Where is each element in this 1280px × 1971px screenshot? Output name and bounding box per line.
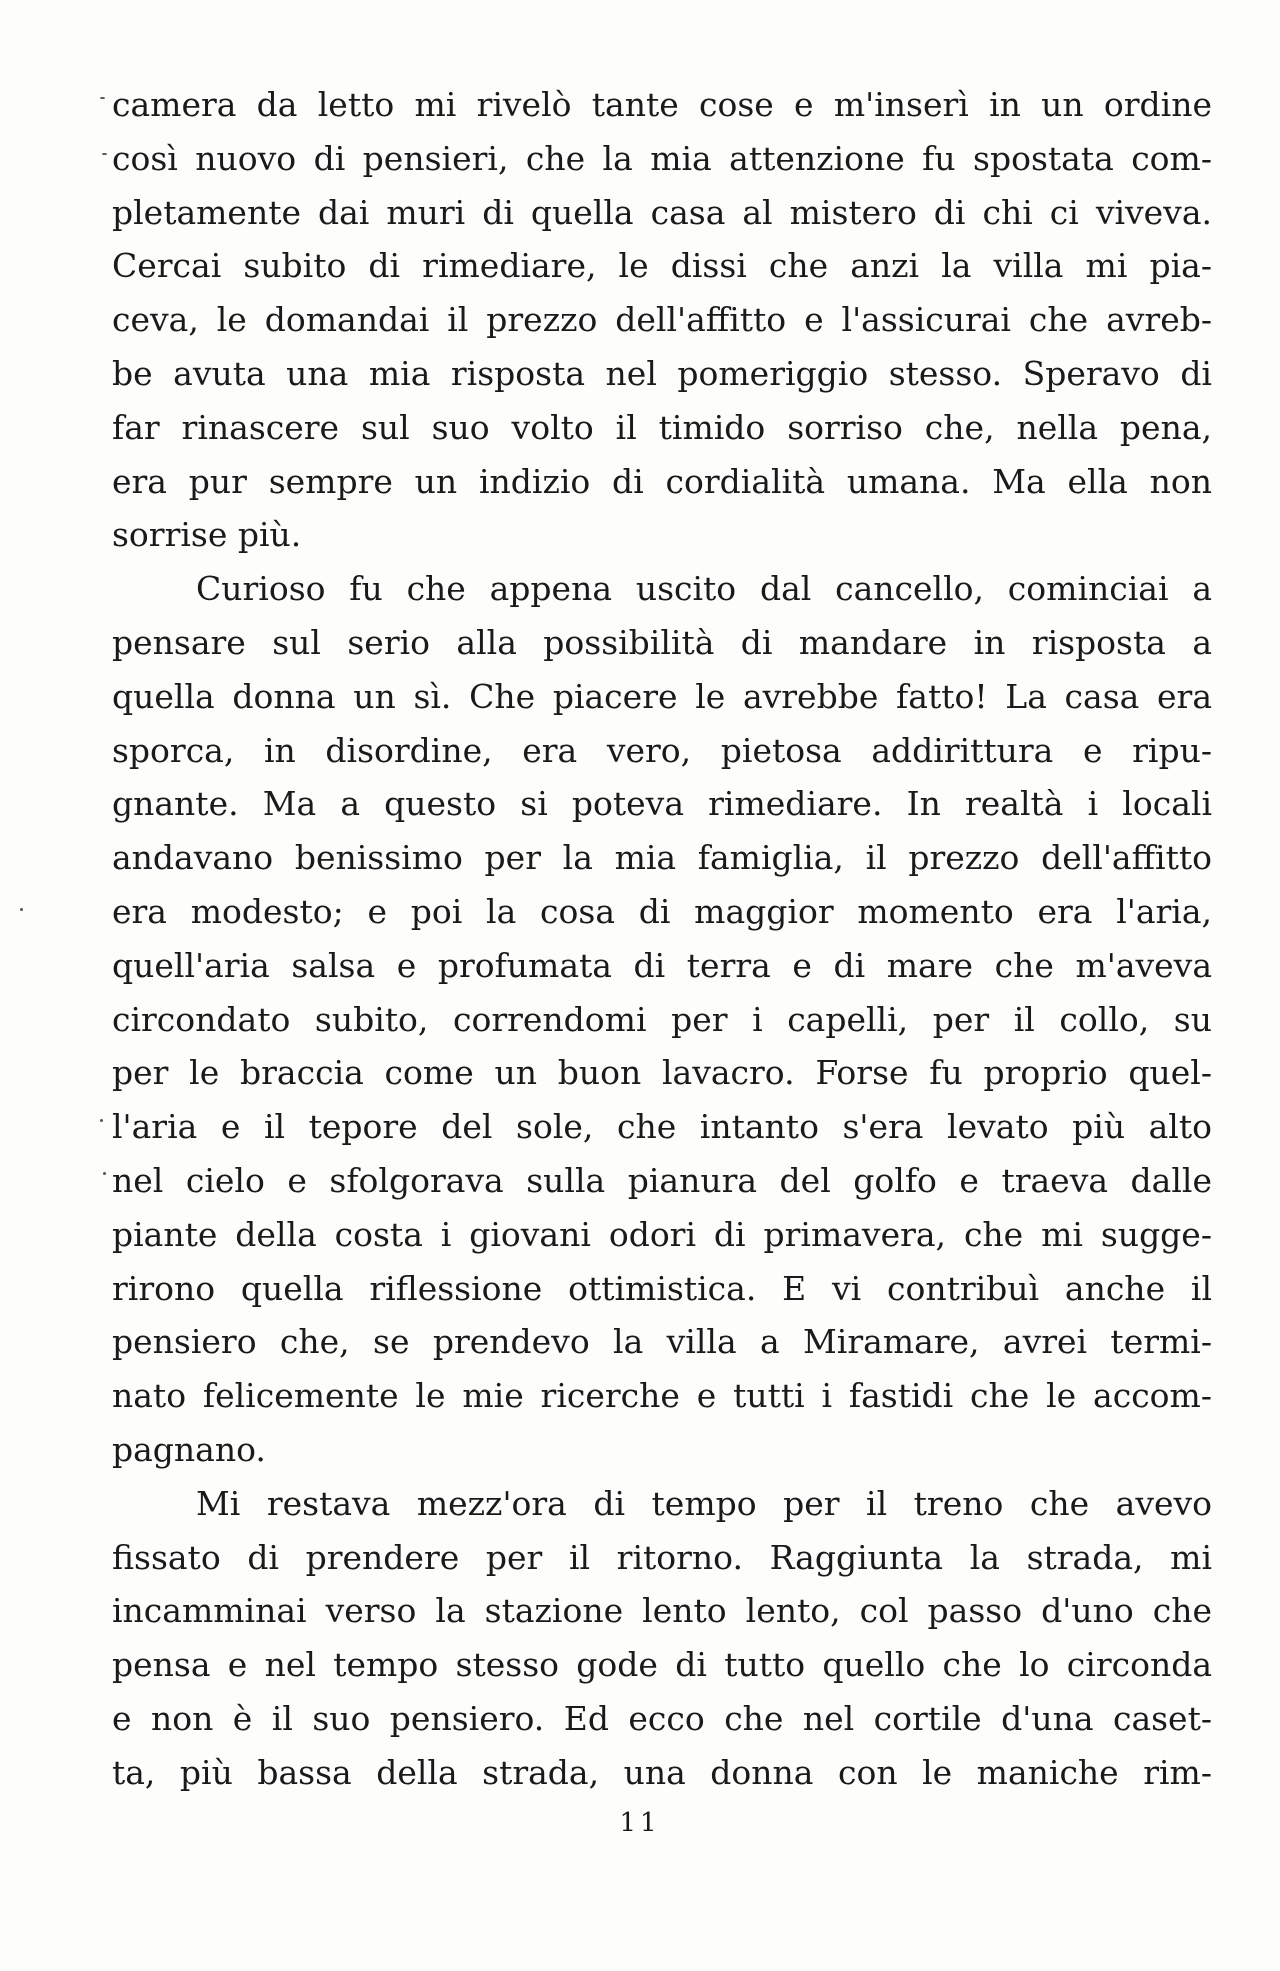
paragraph-end-line: sorrise più. xyxy=(112,515,302,555)
ink-speck xyxy=(100,97,105,99)
text-line: ta, più bassa della strada, una donna con le maniche rim- xyxy=(112,1752,1212,1792)
text-line: piante della costa i giovani odori di primavera, che mi sugge- xyxy=(112,1214,1212,1254)
text-line: gnante. Ma a questo si poteva rimediare. In realtà i locali xyxy=(112,784,1212,824)
text-line: quella donna un sì. Che piacere le avrebbe fatto! La casa era xyxy=(112,676,1212,716)
body-text xyxy=(112,78,1212,1800)
text-line: per le braccia come un buon lavacro. Forse fu proprio quel- xyxy=(112,1053,1212,1093)
ink-speck xyxy=(100,1119,103,1122)
text-line: rirono quella riflessione ottimistica. E vi contribuì anche il xyxy=(112,1268,1212,1308)
text-line: be avuta una mia risposta nel pomeriggio stesso. Speravo di xyxy=(112,353,1212,393)
text-line: l'aria e il tepore del sole, che intanto s'era levato più alto xyxy=(112,1107,1212,1147)
text-line: nel cielo e sfolgorava sulla pianura del golfo e traeva dalle xyxy=(112,1160,1212,1200)
paragraph-start-line: Curioso fu che appena uscito dal cancello, cominciai a xyxy=(196,569,1212,609)
text-line: circondato subito, correndomi per i capelli, per il collo, su xyxy=(112,999,1212,1039)
ink-speck xyxy=(20,908,23,911)
text-line: Cercai subito di rimediare, le dissi che anzi la villa mi pia- xyxy=(112,246,1212,286)
text-line: camera da letto mi rivelò tante cose e m'inserì in un ordine xyxy=(112,85,1212,124)
ink-speck xyxy=(102,153,107,155)
text-line: pensa e nel tempo stesso gode di tutto quello che lo circonda xyxy=(112,1645,1212,1685)
text-line: fissato di prendere per il ritorno. Raggiunta la strada, mi xyxy=(112,1537,1212,1577)
ink-speck xyxy=(103,1172,106,1175)
text-line: sporca, in disordine, era vero, pietosa addirittura e ripu- xyxy=(112,730,1212,770)
text-line: pensare sul serio alla possibilità di mandare in risposta a xyxy=(112,622,1212,662)
page-number: 11 xyxy=(619,1808,661,1838)
text-line: andavano benissimo per la mia famiglia, il prezzo dell'affitto xyxy=(112,838,1212,878)
text-line: incamminai verso la stazione lento lento, col passo d'uno che xyxy=(112,1591,1212,1631)
text-line: far rinascere sul suo volto il timido sorriso che, nella pena, xyxy=(112,407,1212,447)
paragraph-start-line: Mi restava mezz'ora di tempo per il treno che avevo xyxy=(196,1483,1212,1523)
text-line: quell'aria salsa e profumata di terra e di mare che m'aveva xyxy=(112,945,1212,985)
text-line: pensiero che, se prendevo la villa a Miramare, avrei termi- xyxy=(112,1322,1212,1362)
text-line: pletamente dai muri di quella casa al mistero di chi ci viveva. xyxy=(112,192,1212,232)
text-line: così nuovo di pensieri, che la mia attenzione fu spostata com- xyxy=(112,138,1212,178)
text-line: era pur sempre un indizio di cordialità umana. Ma ella non xyxy=(112,461,1212,501)
text-line: era modesto; e poi la cosa di maggior momento era l'aria, xyxy=(112,891,1212,931)
text-line: e non è il suo pensiero. Ed ecco che nel cortile d'una caset- xyxy=(112,1698,1212,1738)
text-line: ceva, le domandai il prezzo dell'affitto e l'assicurai che avreb- xyxy=(112,300,1212,340)
paragraph-end-line: pagnano. xyxy=(112,1429,266,1469)
text-line: nato felicemente le mie ricerche e tutti i fastidi che le accom- xyxy=(112,1376,1212,1416)
